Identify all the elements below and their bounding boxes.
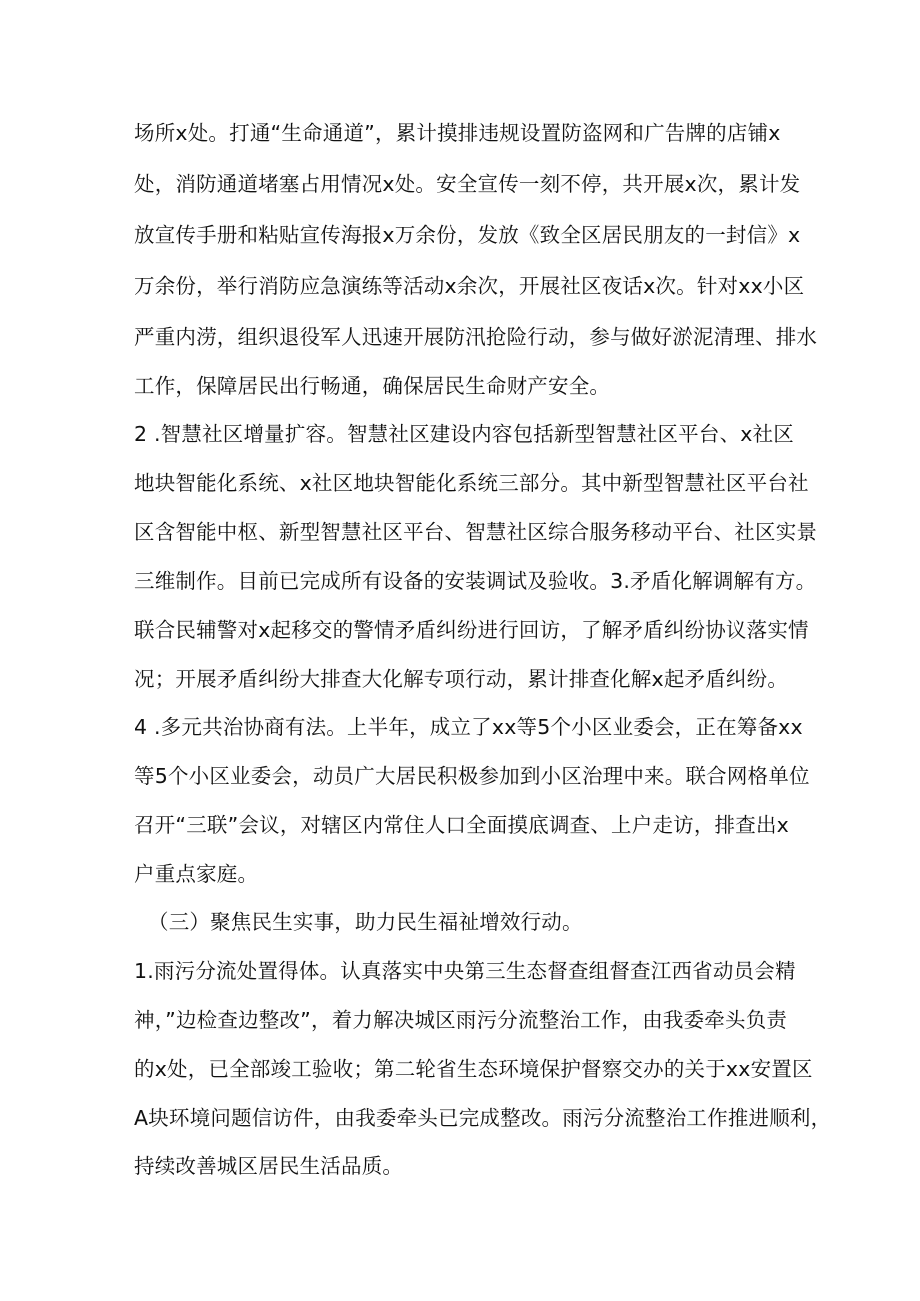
- text-line: 处，消防通道堵塞占用情况x处。安全宣传一刻不停，共开展x次，累计发: [134, 172, 801, 196]
- text-line: 召开“三联”会议，对辖区内常住人口全面摸底调查、上户走访，排查出x: [134, 813, 789, 837]
- text-line: 场所x处。打通“生命通道”，累计摸排违规设置防盗网和广告牌的店铺x: [134, 121, 781, 145]
- text-line: 区含智能中枢、新型智慧社区平台、智慧社区综合服务移动平台、社区实景: [134, 520, 818, 544]
- text-line: 的x处，已全部竣工验收；第二轮省生态环境保护督察交办的关于xx安置区: [134, 1057, 813, 1081]
- text-line: A块环境问题信访件，由我委牵头已完成整改。雨污分流整治工作推进顺利，: [134, 1106, 832, 1130]
- text-line: 三维制作。目前已完成所有设备的安装调试及验收。3.矛盾化解调解有方。: [134, 569, 817, 593]
- text-line: 放宣传手册和粘贴宣传海报x万余份，发放《致全区居民朋友的一封信》x: [134, 223, 801, 247]
- text-line: 持续改善城区居民生活品质。: [134, 1154, 404, 1178]
- text-line: 神，”边检查边整改”，着力解决城区雨污分流整治工作，由我委牵头负责: [134, 1008, 788, 1032]
- text-line: 联合民辅警对x起移交的警情矛盾纠纷进行回访，了解矛盾纠纷协议落实情: [134, 618, 809, 642]
- text-line: 工作，保障居民出行畅通，确保居民生命财产安全。: [134, 374, 611, 398]
- text-line: 况；开展矛盾纠纷大排查大化解专项行动，累计排查化解x起矛盾纠纷。: [134, 667, 789, 691]
- text-line: 严重内涝，组织退役军人迅速开展防汛抢险行动，参与做好淤泥清理、排水: [134, 325, 818, 349]
- text-line: 等5个小区业委会，动员广大居民积极参加到小区治理中来。联合网格单位: [134, 764, 810, 788]
- text-line: 户重点家庭。: [134, 862, 259, 886]
- text-line: 4 .多元共治协商有法。上半年，成立了xx等5个小区业委会，正在筹备xx: [134, 715, 803, 739]
- text-line: 地块智能化系统、x社区地块智能化系统三部分。其中新型智慧社区平台社: [134, 471, 809, 495]
- text-line: 万余份，举行消防应急演练等活动x余次，开展社区夜话x次。针对xx小区: [134, 274, 805, 298]
- text-line: 1.雨污分流处置得体。认真落实中央第三生态督查组督查江西省动员会精: [134, 959, 796, 983]
- section-heading: （三）聚焦民生实事，助力民生福祉增效行动。: [148, 910, 583, 934]
- text-line: 2 .智慧社区增量扩容。智慧社区建设内容包括新型智慧社区平台、x社区: [134, 422, 795, 446]
